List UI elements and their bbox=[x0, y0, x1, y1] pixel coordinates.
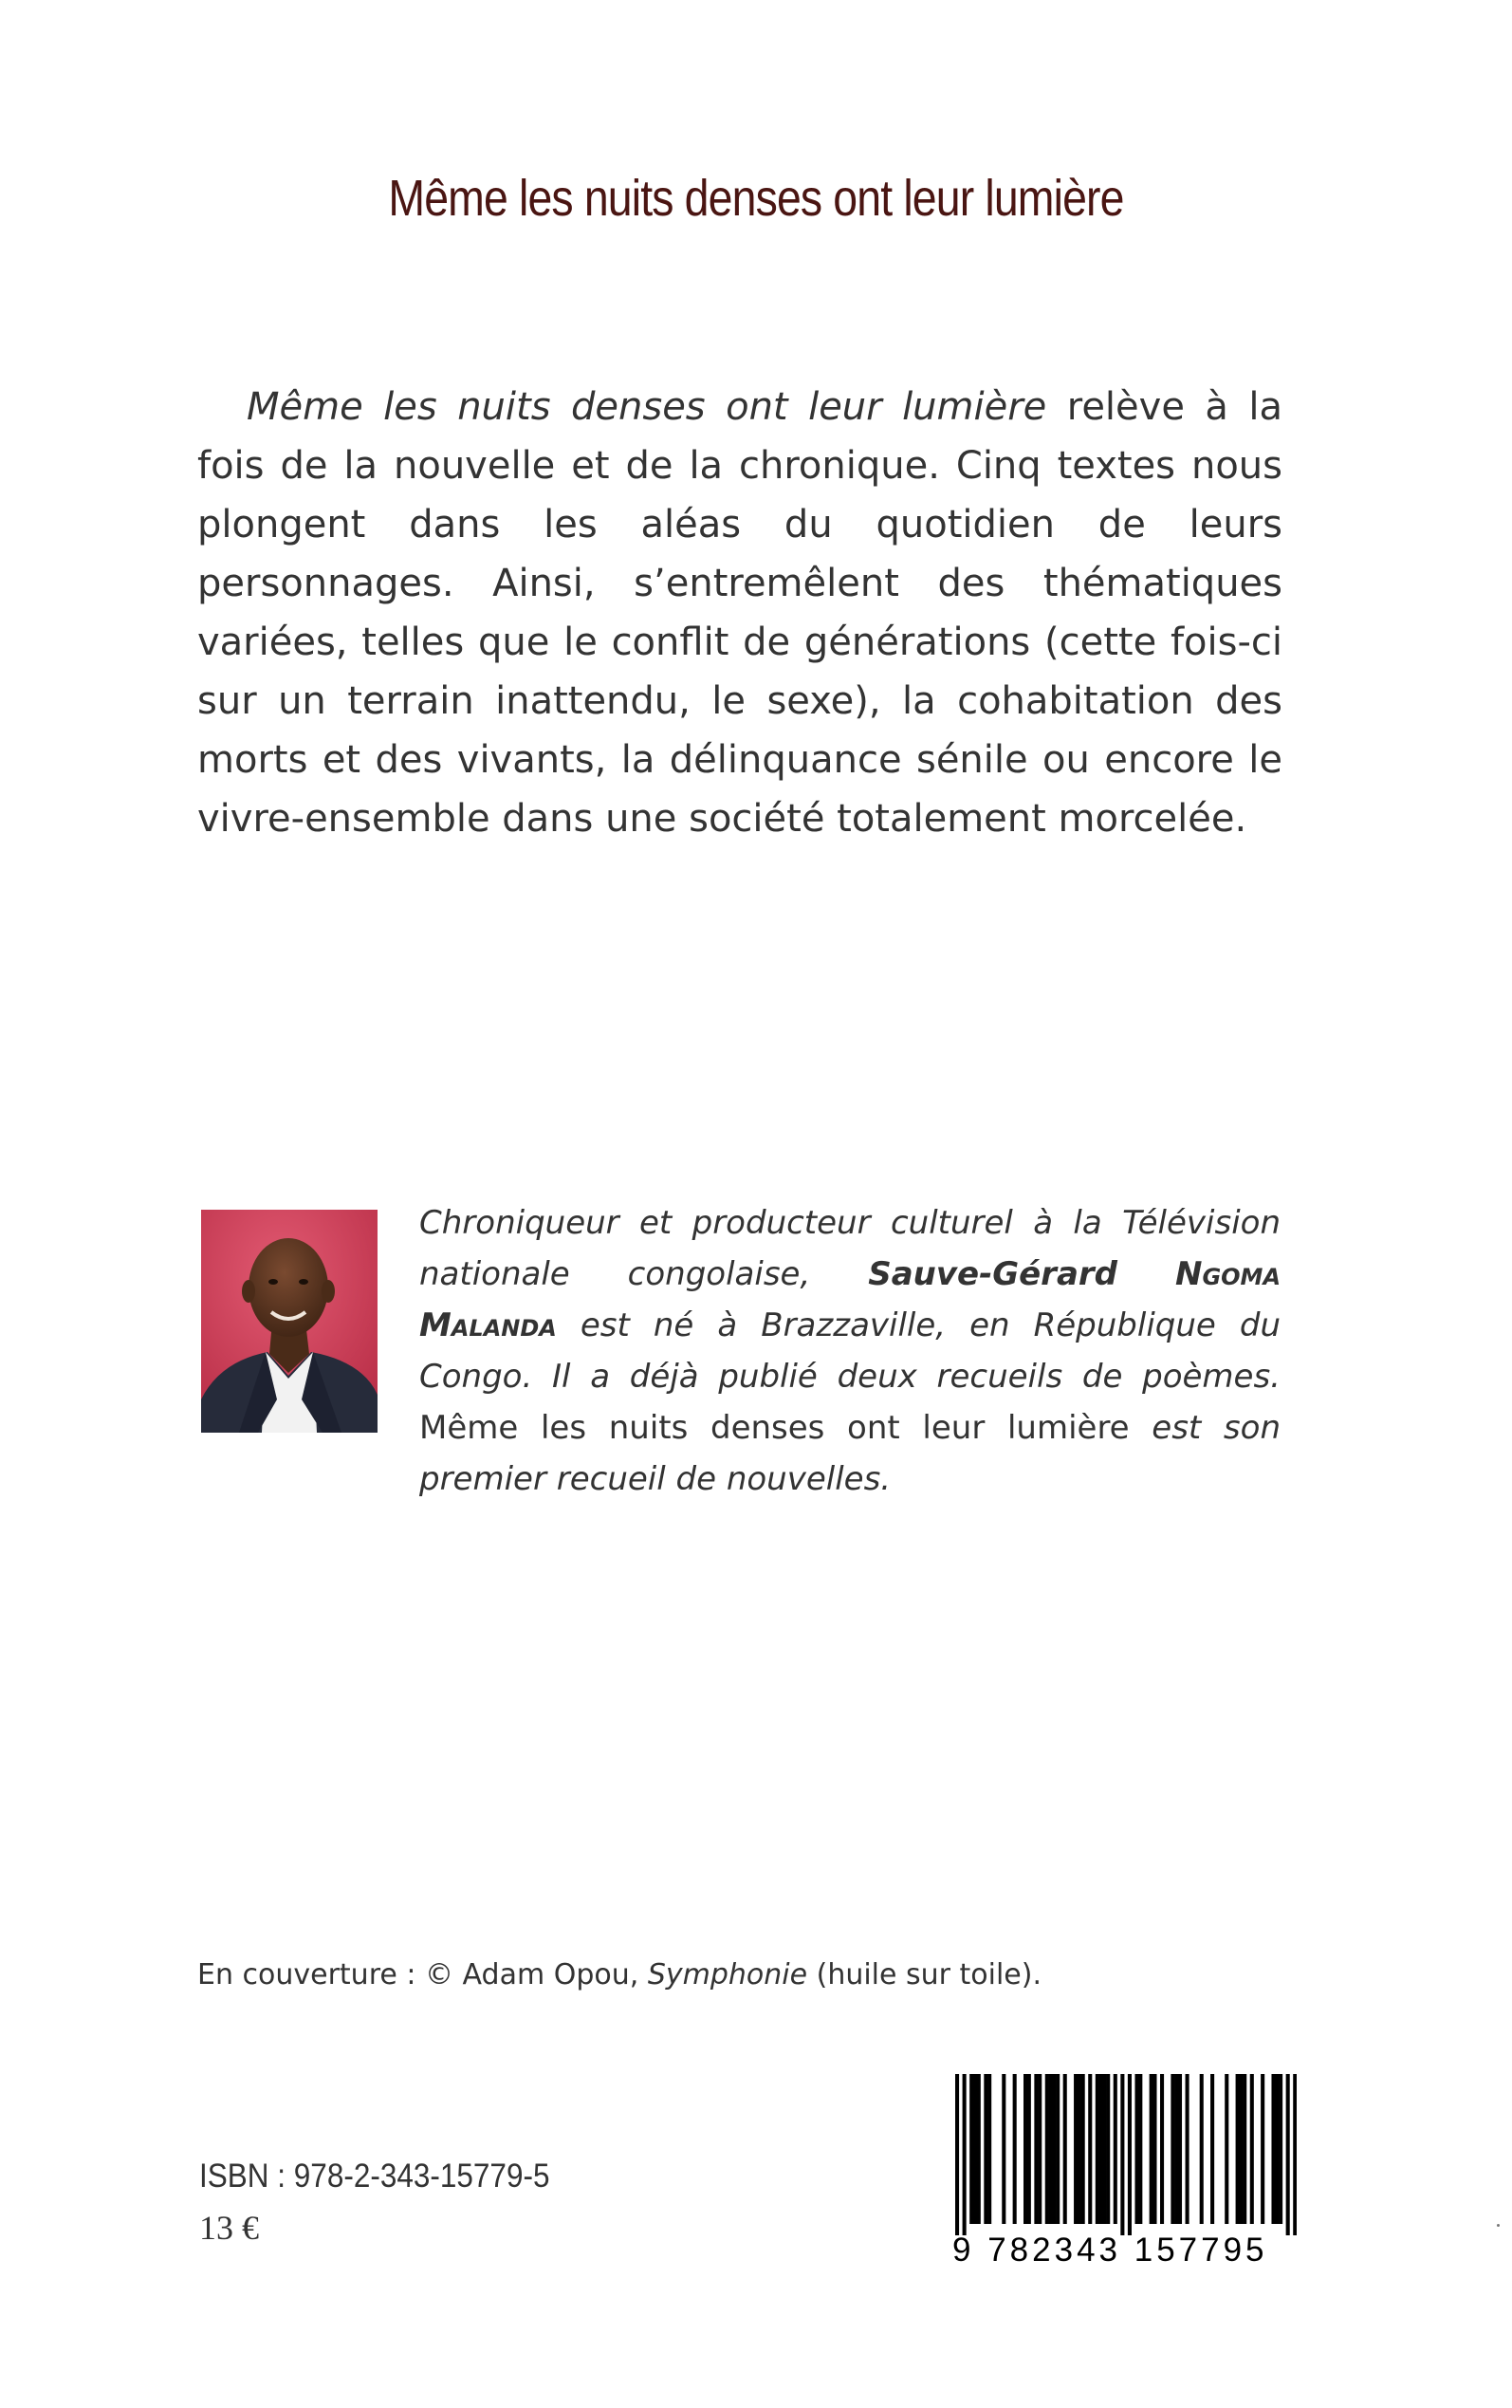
barcode-bar bbox=[969, 2074, 973, 2224]
cover-credit-suffix: (huile sur toile). bbox=[807, 1958, 1042, 1991]
barcode-bar bbox=[1102, 2074, 1106, 2224]
barcode-bar bbox=[1275, 2074, 1279, 2224]
barcode-bar bbox=[1088, 2074, 1092, 2224]
bio-part3: est son premier recueil de nouvelles. bbox=[419, 1409, 1281, 1498]
isbn: ISBN : 978-2-343-15779-5 bbox=[199, 2158, 550, 2195]
barcode-bar bbox=[963, 2074, 967, 2235]
barcode-bar bbox=[1239, 2074, 1243, 2224]
barcode-bar bbox=[1134, 2074, 1138, 2224]
barcode-bar bbox=[1074, 2074, 1078, 2224]
barcode-bar bbox=[1236, 2074, 1240, 2224]
barcode-bar bbox=[1045, 2074, 1049, 2224]
barcode-bar bbox=[1279, 2074, 1282, 2224]
barcode-bar bbox=[1120, 2074, 1124, 2235]
barcode-bar bbox=[1038, 2074, 1042, 2224]
author-portrait-image bbox=[201, 1210, 378, 1433]
barcode-bar bbox=[1186, 2074, 1189, 2224]
barcode-bar bbox=[1152, 2074, 1156, 2224]
author-bio bbox=[419, 1197, 1281, 1505]
author-name-given: Sauve-Gérard bbox=[868, 1255, 1118, 1293]
barcode-bar bbox=[1002, 2074, 1005, 2224]
barcode-bar bbox=[1106, 2074, 1110, 2224]
barcode-bar bbox=[1174, 2074, 1178, 2224]
barcode-bar bbox=[955, 2074, 959, 2235]
barcode-bar bbox=[1210, 2074, 1214, 2224]
barcode-bar bbox=[973, 2074, 977, 2224]
barcode-digits bbox=[952, 2232, 1300, 2269]
barcode-bar bbox=[1150, 2074, 1153, 2224]
barcode-bar bbox=[1286, 2074, 1290, 2235]
barcode-bar bbox=[1160, 2074, 1164, 2224]
barcode-bar bbox=[1250, 2074, 1254, 2224]
barcode-bar bbox=[1049, 2074, 1053, 2224]
barcode-bar bbox=[1078, 2074, 1081, 2224]
barcode-bar bbox=[1200, 2074, 1204, 2224]
barcode-bar bbox=[1243, 2074, 1246, 2224]
barcode-bar bbox=[1261, 2074, 1264, 2224]
blurb-title-italic: Même les nuits denses ont leur lumière bbox=[247, 385, 1047, 429]
barcode-first-digit: 9 bbox=[952, 2232, 975, 2269]
barcode-bar bbox=[1052, 2074, 1056, 2224]
bio-part2: est né à Brazzaville, en République du Congo. Il a déjà publié deux recueils de poèmes. bbox=[419, 1306, 1281, 1396]
cover-credit bbox=[197, 1956, 1051, 1994]
barcode-bar bbox=[1128, 2074, 1132, 2235]
barcode-bar bbox=[1081, 2074, 1085, 2224]
barcode-bar bbox=[1293, 2074, 1297, 2235]
barcode-bar bbox=[1034, 2074, 1038, 2224]
blurb-text: relève à la fois de la nouvelle et de la chronique. Cinq textes nous plongent dans les aléas du quotidien de leurs personnages. Ainsi, s’entremêlent des thématiques variées, telles que le conflit de générations (cette fois-ci sur un terrain inattendu, le sexe), la cohabitation des morts et des vivants, la délinquance sénile ou encore le vivre-ensemble dans une société totalement morcelée. bbox=[197, 385, 1282, 841]
barcode-bar bbox=[1178, 2074, 1182, 2224]
edge-mark bbox=[1497, 2224, 1500, 2227]
barcode-bar bbox=[1225, 2074, 1228, 2224]
author-name-family: Ngoma Malanda bbox=[419, 1255, 1282, 1344]
barcode-bar bbox=[1056, 2074, 1060, 2224]
book-blurb bbox=[197, 378, 1282, 848]
book-title: Même les nuits denses ont leur lumière bbox=[388, 170, 1124, 227]
barcode-bar bbox=[1013, 2074, 1017, 2224]
bio-part1: Chroniqueur et producteur culturel à la Télévision nationale congolaise, bbox=[419, 1204, 1281, 1293]
barcode-bar bbox=[1096, 2074, 1099, 2224]
barcode-bar bbox=[1023, 2074, 1027, 2224]
barcode-bar bbox=[1099, 2074, 1103, 2224]
barcode-group-1: 782343 bbox=[987, 2232, 1121, 2269]
barcode-bar bbox=[1138, 2074, 1142, 2224]
barcode-bar bbox=[984, 2074, 987, 2224]
barcode-group-2: 157795 bbox=[1134, 2232, 1268, 2269]
barcode-bar bbox=[1171, 2074, 1174, 2224]
cover-credit-work: Symphonie bbox=[647, 1958, 808, 1991]
price: 13 € bbox=[199, 2209, 259, 2247]
barcode-bar bbox=[1063, 2074, 1067, 2224]
barcode-bar bbox=[987, 2074, 991, 2224]
barcode-bar bbox=[1114, 2074, 1117, 2224]
barcode-bar bbox=[1271, 2074, 1275, 2224]
barcode-bar bbox=[977, 2074, 981, 2224]
barcode-bar bbox=[1027, 2074, 1031, 2224]
cover-credit-prefix: En couverture : © Adam Opou, bbox=[197, 1958, 648, 1991]
barcode-bars bbox=[955, 2074, 1297, 2235]
author-photo bbox=[201, 1210, 378, 1433]
bio-book-title: Même les nuits denses ont leur lumière bbox=[419, 1409, 1130, 1447]
